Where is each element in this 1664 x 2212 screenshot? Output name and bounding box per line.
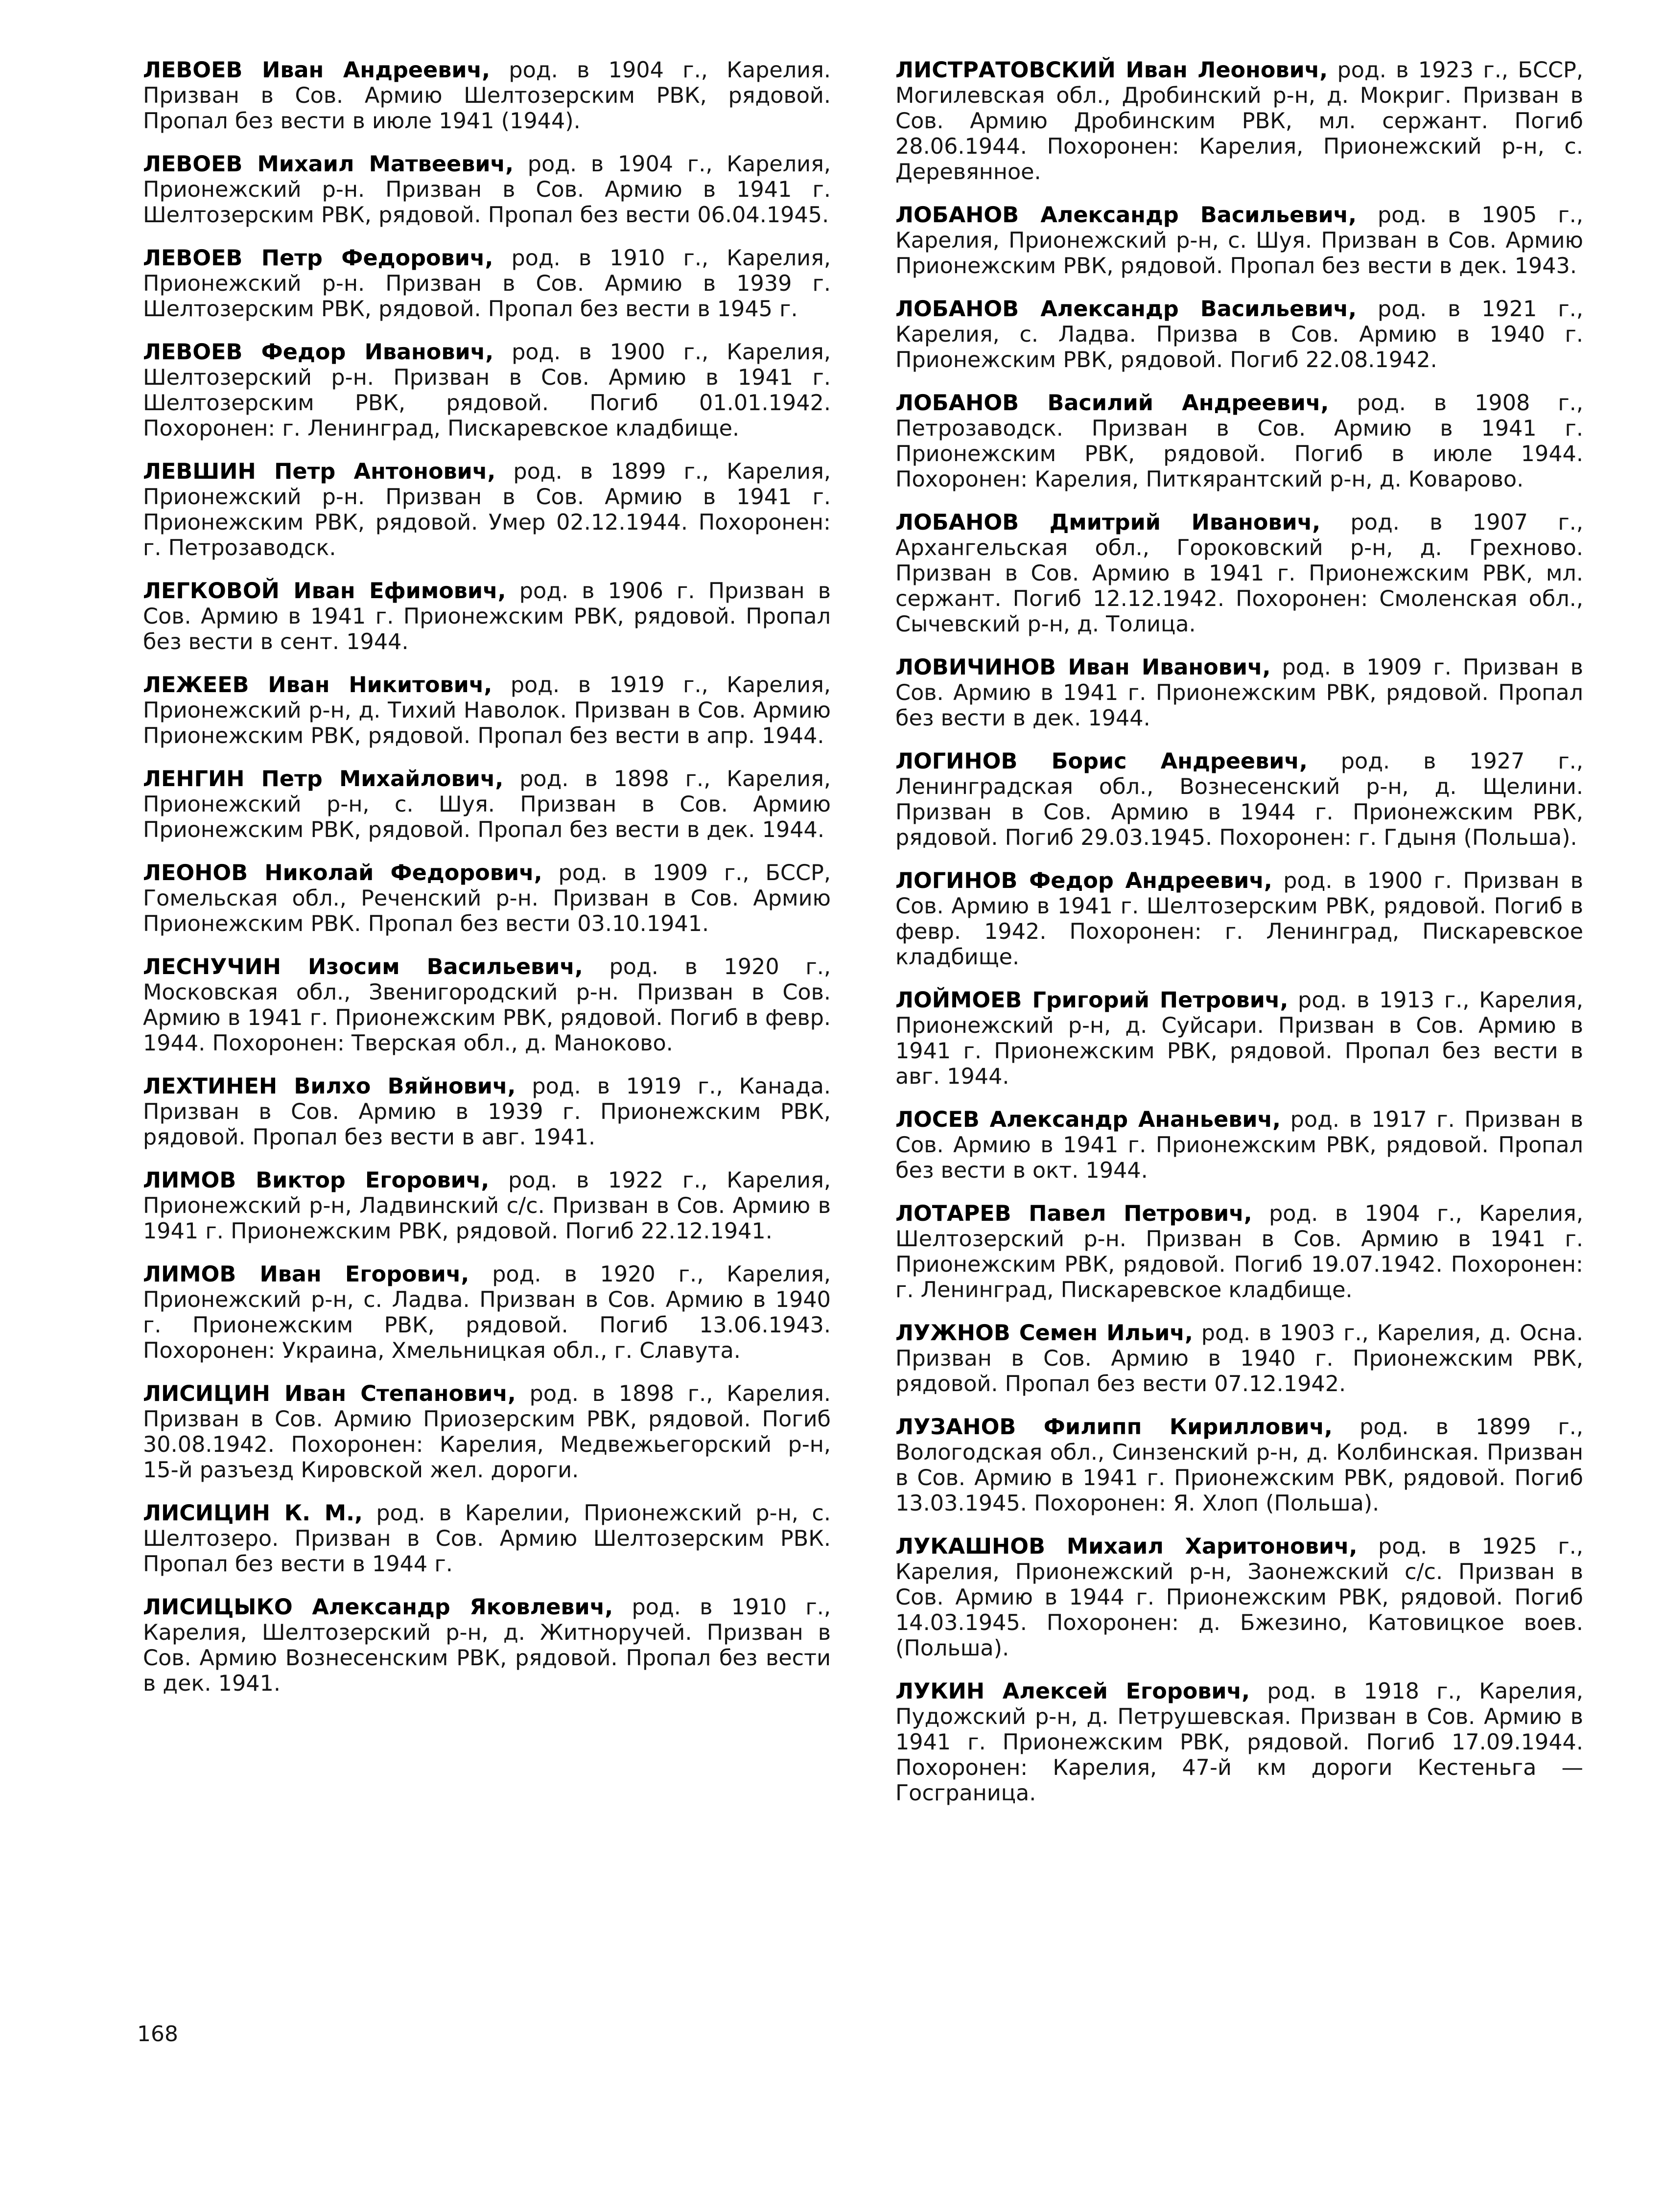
entry-name: ЛЕВШИН Петр Антонович, <box>143 459 496 484</box>
entry-text: род. в 1900 г., Карелия, Шелтозерский р-н. Призван в Сов. Армию в 1941 г. Шелтозерским РВК, рядовой. Погиб 01.01.1942. Похоронен: г. Ленинград, Пискаревское кладбище. <box>143 340 831 441</box>
entry-levoev-petr <box>143 246 831 322</box>
entry-name: ЛОЙМОЕВ Григорий Петрович, <box>895 988 1289 1013</box>
entry-text: род. в 1919 г., Карелия, Прионежский р-н, д. Тихий Наволок. Призван в Сов. Армию Прионежским РВК, рядовой. Пропал без вести в апр. 1944. <box>143 673 831 748</box>
entry-name: ЛОСЕВ Александр Ананьевич, <box>895 1107 1281 1132</box>
entry-limov-viktor <box>143 1168 831 1244</box>
entry-text: род. в 1904 г., Карелия. Призван в Сов. Армию Шелтозерским РВК, рядовой. Пропал без вести в июле 1941 (1944). <box>143 58 831 134</box>
entry-text: род. в 1920 г., Московская обл., Звенигородский р-н. Призван в Сов. Армию в 1941 г. Прионежским РВК, рядовой. Погиб в февр. 1944. Похоронен: Тверская обл., д. Маноково. <box>143 955 831 1056</box>
entry-lobanov-vasiliy <box>895 391 1583 492</box>
entry-loginov-boris <box>895 749 1583 851</box>
entry-lovichinov-ivan <box>895 655 1583 731</box>
entry-text: род. в 1909 г., БССР, Гомельская обл., Реченский р-н. Призван в Сов. Армию Прионежским РВК. Пропал без вести 03.10.1941. <box>143 861 831 936</box>
entry-name: ЛЕХТИНЕН Вилхо Вяйнович, <box>143 1074 516 1099</box>
entry-listratovskiy-ivan <box>895 58 1583 185</box>
entry-loginov-fedor <box>895 868 1583 970</box>
entry-text: род. в 1904 г., Карелия, Прионежский р-н. Призван в Сов. Армию в 1941 г. Шелтозерским РВК, рядовой. Пропал без вести 06.04.1945. <box>143 152 831 228</box>
entry-text: род. в 1918 г., Карелия, Пудожский р-н, д. Петрушевская. Призван в Сов. Армию в 1941 г. Прионежским РВК, рядовой. Погиб 17.09.1944. Похоронен: Карелия, 47-й км дороги Кестеньга — Госграница. <box>895 1679 1583 1806</box>
entry-lobanov-dmitriy <box>895 510 1583 637</box>
entry-text: род. в 1900 г. Призван в Сов. Армию в 1941 г. Шелтозерским РВК, рядовой. Погиб в февр. 1942. Похоронен: г. Ленинград, Пискаревское кладбище. <box>895 868 1583 970</box>
entry-name: ЛЕОНОВ Николай Федорович, <box>143 861 542 885</box>
entry-text: род. в 1903 г., Карелия, д. Осна. Призван в Сов. Армию в 1940 г. Прионежским РВК, рядовой. Пропал без вести 07.12.1942. <box>895 1321 1583 1397</box>
entry-text: род. в 1898 г., Карелия, Прионежский р-н, с. Шуя. Призван в Сов. Армию Прионежским РВК, рядовой. Пропал без вести в дек. 1944. <box>143 767 831 842</box>
entry-text: род. в Карелии, Прионежский р-н, с. Шелтозеро. Призван в Сов. Армию Шелтозерским РВК. Пропал без вести в 1944 г. <box>143 1501 831 1577</box>
entry-text: род. в 1907 г., Архангельская обл., Гороковский р-н, д. Грехново. Призван в Сов. Армию в 1941 г. Прионежским РВК, мл. сержант. Погиб 12.12.1942. Похоронен: Смоленская обл., Сычевский р-н, д. Толица. <box>895 510 1583 637</box>
entry-levoev-ivan <box>143 58 831 134</box>
entry-name: ЛОГИНОВ Борис Андреевич, <box>895 749 1308 774</box>
entry-text: род. в 1899 г., Вологодская обл., Синзенский р-н, д. Колбинская. Призван в Сов. Армию в 1941 г. Прионежским РВК, рядовой. Погиб 13.03.1945. Похоронен: Я. Хлоп (Польша). <box>895 1415 1583 1516</box>
entry-limov-ivan <box>143 1262 831 1364</box>
entry-lekhtinen-vilkho <box>143 1074 831 1150</box>
entry-lisitsyko-aleksandr <box>143 1595 831 1697</box>
entry-name: ЛУКАШНОВ Михаил Харитонович, <box>895 1534 1358 1559</box>
entry-loymoev-grigoriy <box>895 988 1583 1090</box>
entry-text: род. в 1919 г., Канада. Призван в Сов. Армию в 1939 г. Прионежским РВК, рядовой. Пропал без вести в авг. 1941. <box>143 1074 831 1150</box>
entry-name: ЛЕСНУЧИН Изосим Васильевич, <box>143 955 583 979</box>
entry-name: ЛОБАНОВ Александр Васильевич, <box>895 203 1357 228</box>
entry-lezheev-ivan <box>143 673 831 749</box>
entry-name: ЛУЗАНОВ Филипп Кириллович, <box>895 1415 1333 1440</box>
entry-name: ЛЕВОЕВ Федор Иванович, <box>143 340 494 365</box>
entry-lobanov-aleksandr-1921 <box>895 297 1583 373</box>
page-number: 168 <box>137 2022 178 2047</box>
entry-text: род. в 1909 г. Призван в Сов. Армию в 1941 г. Прионежским РВК, рядовой. Пропал без вести в дек. 1944. <box>895 655 1583 731</box>
entry-name: ЛЕВОЕВ Иван Андреевич, <box>143 58 491 83</box>
entry-text: род. в 1922 г., Карелия, Прионежский р-н, Ладвинский с/с. Призван в Сов. Армию в 1941 г. Прионежским РВК, рядовой. Погиб 22.12.1941. <box>143 1168 831 1244</box>
entry-lesnuchin-izosim <box>143 955 831 1056</box>
entry-luzanov-filipp <box>895 1415 1583 1516</box>
entry-name: ЛЕЖЕЕВ Иван Никитович, <box>143 673 492 698</box>
entry-text: род. в 1917 г. Призван в Сов. Армию в 1941 г. Прионежским РВК, рядовой. Пропал без вести в окт. 1944. <box>895 1107 1583 1183</box>
entry-name: ЛОБАНОВ Василий Андреевич, <box>895 391 1329 416</box>
entry-luzhnov-semen <box>895 1321 1583 1397</box>
entry-name: ЛЕВОЕВ Михаил Матвеевич, <box>143 152 514 177</box>
entry-name: ЛЕГКОВОЙ Иван Ефимович, <box>143 579 506 604</box>
entry-name: ЛУЖНОВ Семен Ильич, <box>895 1321 1193 1346</box>
entry-name: ЛУКИН Алексей Егорович, <box>895 1679 1250 1704</box>
entry-levoev-fedor <box>143 340 831 442</box>
entry-levshin-petr <box>143 459 831 561</box>
entry-lukashnov-mikhail <box>895 1534 1583 1661</box>
left-column <box>143 58 831 1714</box>
entry-name: ЛИСТРАТОВСКИЙ Иван Леонович, <box>895 58 1328 83</box>
entry-name: ЛОГИНОВ Федор Андреевич, <box>895 868 1272 893</box>
entry-lotarev-pavel <box>895 1201 1583 1303</box>
entry-name: ЛОБАНОВ Дмитрий Иванович, <box>895 510 1321 535</box>
entry-text: род. в 1920 г., Карелия, Прионежский р-н, с. Ладва. Призван в Сов. Армию в 1940 г. Прионежским РВК, рядовой. Погиб 13.06.1943. Похоронен: Украина, Хмельницкая обл., г. Славута. <box>143 1262 831 1363</box>
entry-text: род. в 1898 г., Карелия. Призван в Сов. Армию Приозерским РВК, рядовой. Погиб 30.08.1942. Похоронен: Карелия, Медвежьегорский р-н, 15-й разъезд Кировской жел. дороги. <box>143 1381 831 1483</box>
entry-text: род. в 1927 г., Ленинградская обл., Вознесенский р-н, д. Щелини. Призван в Сов. Армию в 1944 г. Прионежским РВК, рядовой. Погиб 29.03.1945. Похоронен: г. Гдыня (Польша). <box>895 749 1583 850</box>
entry-text: род. в 1923 г., БССР, Могилевская обл., Дробинский р-н, д. Мокриг. Призван в Сов. Армию Дробинским РВК, мл. сержант. Погиб 28.06.1944. Похоронен: Карелия, Прионежский р-н, с. Деревянное. <box>895 58 1583 185</box>
entry-legkovoy-ivan <box>143 579 831 655</box>
entry-name: ЛОБАНОВ Александр Васильевич, <box>895 297 1357 322</box>
entry-lisitsin-km <box>143 1501 831 1577</box>
entry-name: ЛЕНГИН Петр Михайлович, <box>143 767 504 792</box>
entry-name: ЛЕВОЕВ Петр Федорович, <box>143 246 493 271</box>
entry-name: ЛОТАРЕВ Павел Петрович, <box>895 1201 1252 1226</box>
entry-lengin-petr <box>143 767 831 843</box>
entry-text: род. в 1921 г., Карелия, с. Ладва. Призва в Сов. Армию в 1940 г. Прионежским РВК, рядовой. Погиб 22.08.1942. <box>895 297 1583 373</box>
entry-lisitsin-ivan <box>143 1381 831 1483</box>
right-column <box>895 58 1583 1824</box>
entry-text: род. в 1913 г., Карелия, Прионежский р-н, д. Суйсари. Призван в Сов. Армию в 1941 г. Прионежским РВК, рядовой. Пропал без вести в авг. 1944. <box>895 988 1583 1089</box>
entry-name: ЛИМОВ Иван Егорович, <box>143 1262 469 1287</box>
entry-text: род. в 1910 г., Карелия, Прионежский р-н. Призван в Сов. Армию в 1939 г. Шелтозерским РВК, рядовой. Пропал без вести в 1945 г. <box>143 246 831 322</box>
entry-levoev-mikhail <box>143 152 831 228</box>
entry-text: род. в 1925 г., Карелия, Прионежский р-н, Заонежский с/с. Призван в Сов. Армию в 1944 г. Прионежским РВК, рядовой. Погиб 14.03.1945. Похоронен: д. Бжезино, Катовицкое воев. (Польша). <box>895 1534 1583 1661</box>
entry-name: ЛИМОВ Виктор Егорович, <box>143 1168 490 1193</box>
entry-text: род. в 1905 г., Карелия, Прионежский р-н, с. Шуя. Призван в Сов. Армию Прионежским РВК, рядовой. Пропал без вести в дек. 1943. <box>895 203 1583 279</box>
entry-name: ЛИСИЦИН К. М., <box>143 1501 363 1526</box>
entry-losev-aleksandr <box>895 1107 1583 1184</box>
entry-text: род. в 1910 г., Карелия, Шелтозерский р-н, д. Житноручей. Призван в Сов. Армию Вознесенским РВК, рядовой. Пропал без вести в дек. 1941. <box>143 1595 831 1696</box>
entry-name: ЛИСИЦЫКО Александр Яковлевич, <box>143 1595 613 1620</box>
entry-text: род. в 1906 г. Призван в Сов. Армию в 1941 г. Прионежским РВК, рядовой. Пропал без вести в сент. 1944. <box>143 579 831 654</box>
entry-text: род. в 1908 г., Петрозаводск. Призван в Сов. Армию в 1941 г. Прионежским РВК, рядовой. Погиб в июле 1944. Похоронен: Карелия, Питкярантский р-н, д. Коварово. <box>895 391 1583 492</box>
entry-leonov-nikolay <box>143 861 831 937</box>
entry-name: ЛОВИЧИНОВ Иван Иванович, <box>895 655 1271 680</box>
entry-lukin-aleksey <box>895 1679 1583 1806</box>
entry-lobanov-aleksandr-1905 <box>895 203 1583 279</box>
entry-text: род. в 1904 г., Карелия, Шелтозерский р-н. Призван в Сов. Армию в 1941 г. Прионежским РВК, рядовой. Погиб 19.07.1942. Похоронен: г. Ленинград, Пискаревское кладбище. <box>895 1201 1583 1303</box>
entry-name: ЛИСИЦИН Иван Степанович, <box>143 1381 516 1406</box>
entry-text: род. в 1899 г., Карелия, Прионежский р-н. Призван в Сов. Армию в 1941 г. Прионежским РВК, рядовой. Умер 02.12.1944. Похоронен: г. Петрозаводск. <box>143 459 831 560</box>
